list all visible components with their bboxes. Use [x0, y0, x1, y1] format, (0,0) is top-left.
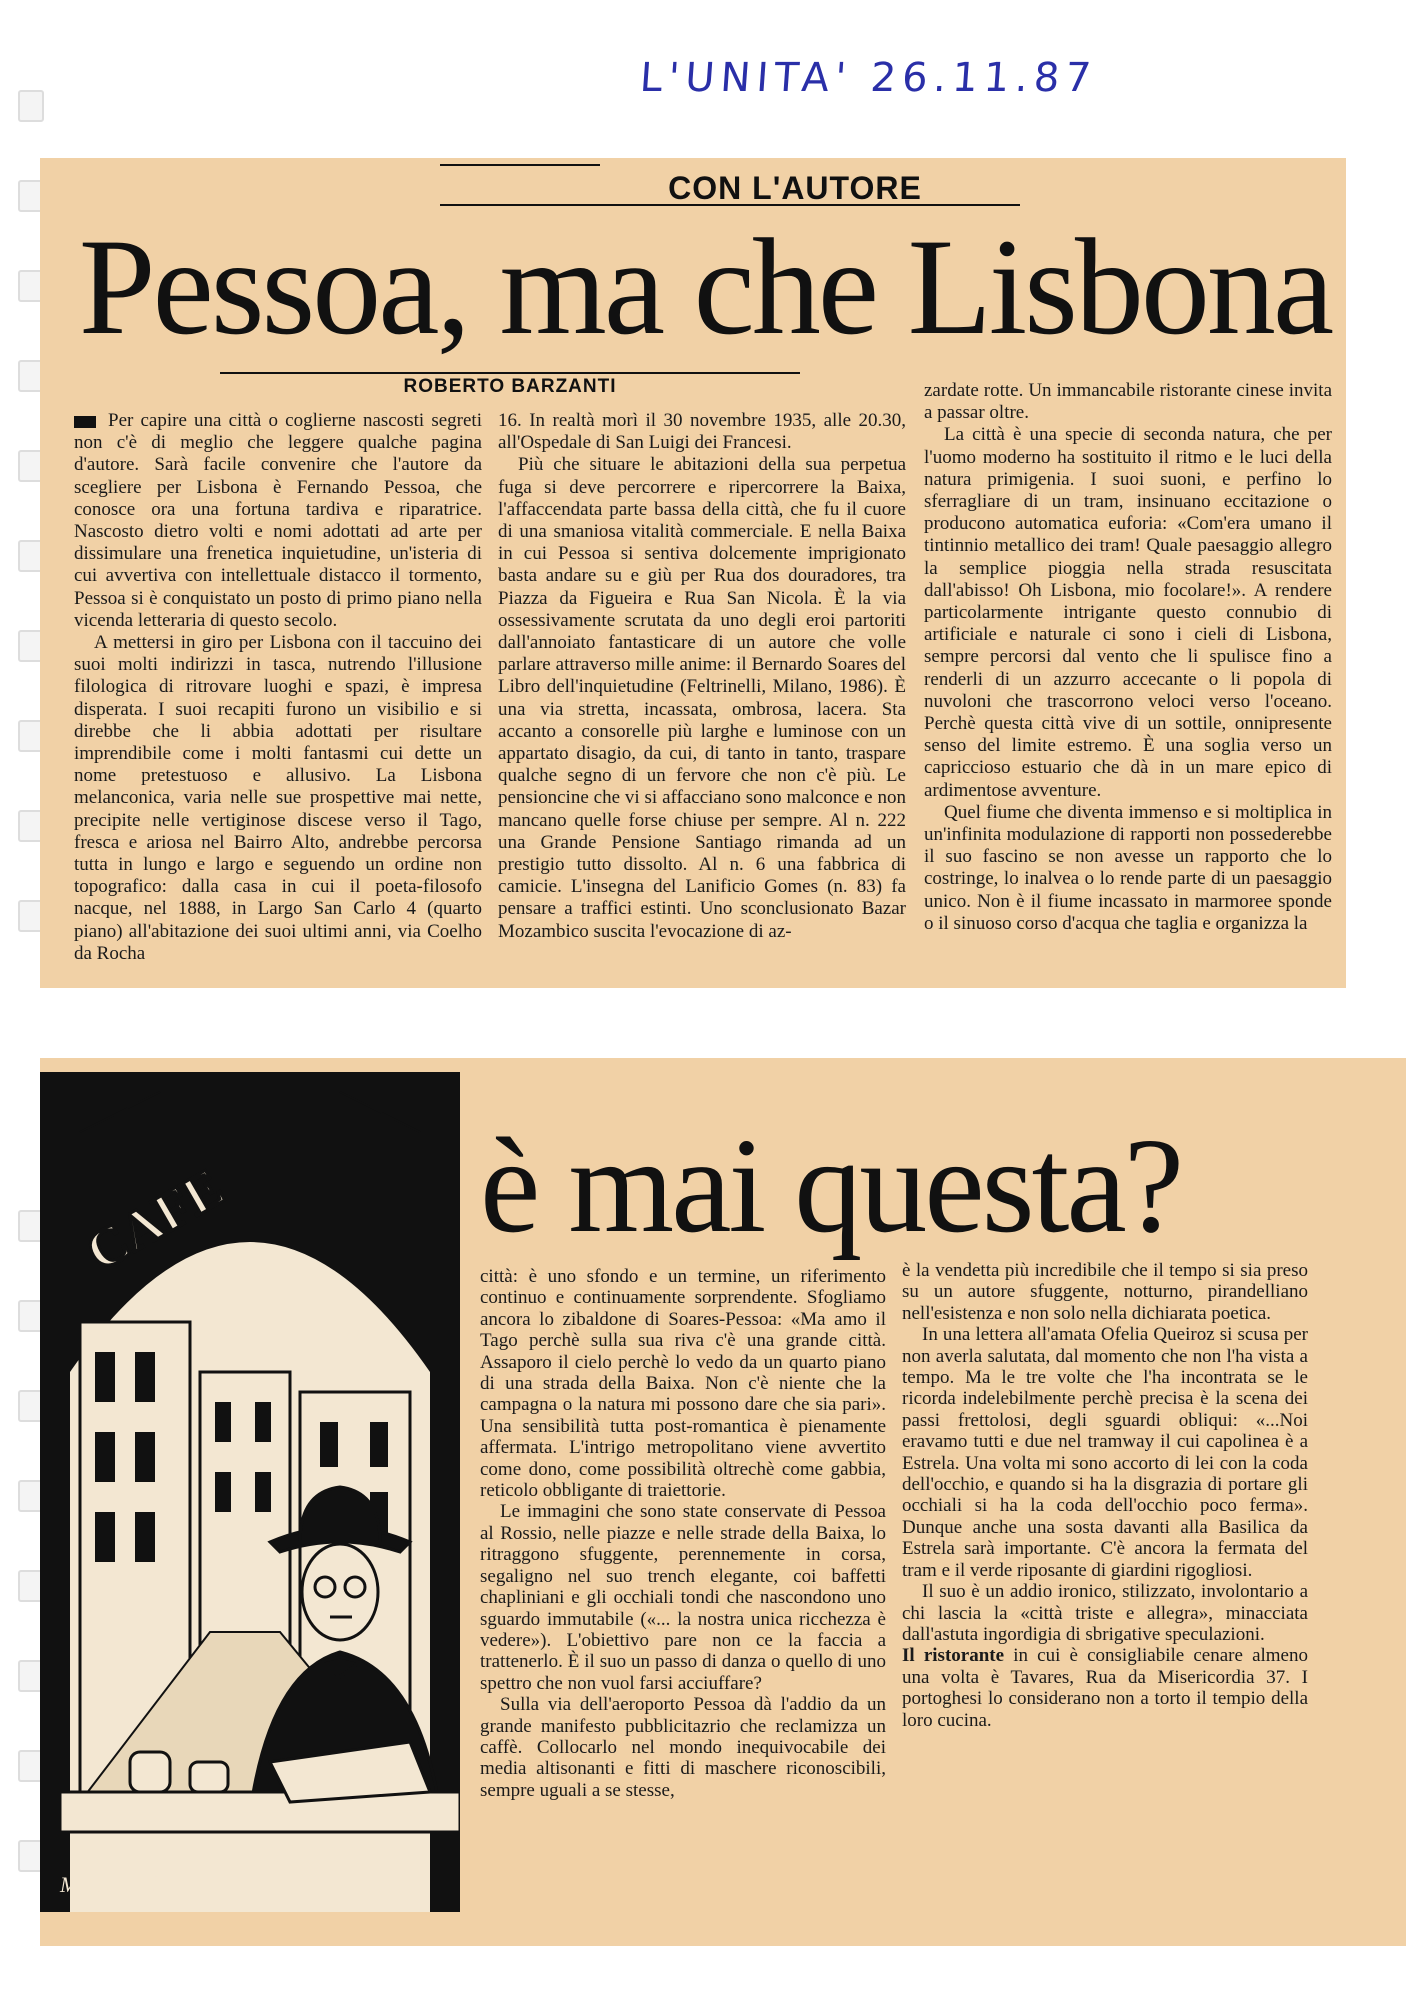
- paragraph: Per capire una città o coglierne nascosti segreti non c'è di meglio che leggere qualche pagina d'autore. Sarà facile convenire che l'autore da scegliere per Lisbona è Fernando Pessoa, che conosce ora una fortuna tardiva e riparatrice. Nascosto dietro volti e nomi adottati ad arte per dissimulare una frenetica inquietudine, un'isteria di cui avvertiva con intellettuale distacco il tormento, Pessoa si è conquistato un posto di primo piano nella vicenda letteraria di questo secolo.: [74, 410, 482, 631]
- paragraph: Sulla via dell'aeroporto Pessoa dà l'addio da un grande manifesto pubblicitazrio che reclamizza un caffè. Collocarlo nel mondo inequivocabile dei media altisonanti e fitti di maschere riconoscibili, sempre uguali a se stesse,: [480, 1694, 886, 1801]
- byline-rule: [220, 372, 800, 374]
- binder-holes: [18, 30, 40, 1930]
- paragraph: Le immagini che sono state conservate di Pessoa al Rossio, nelle piazze e nelle strade della Baixa, lo ritraggono sfuggente, perennemente in corsa, segaligno nel suo trench elegante, coi baffetti chapliniani e gli occhiali tondi che nascondono uno sguardo immutabile («... la nostra unica ricchezza è vedere»). L'obiettivo pare non ce la faccia a trattenerlo. È il suo un passo di danza o quello di uno spettro che non vuol farsi acciuffare?: [480, 1501, 886, 1694]
- restaurant-note-label: Il ristorante: [902, 1645, 1005, 1667]
- pessoa-cafe-illustration: [40, 1072, 460, 1912]
- article-column-5: [902, 1260, 1308, 1731]
- article-column-3: [924, 380, 1332, 935]
- paragraph: città: è uno sfondo e un termine, un riferimento continuo e continuamente sorprendente. Sfogliamo ancora lo zibaldone di Soares-Pessoa: «Ma amo il Tago perchè sulla sua riva c'è una grande città. Assaporo il cielo perchè lo vedo da un quarto piano di una strada della Baixa. Non c'è niente che la campagna o la natura mi possono dare che sia pari». Una sensibilità tutta post-romantica è pienamente affermata. L'intrigo metropolitano viene avvertito come dono, come possibilità oltrechè come gabbia, reticolo obbligante di traiettorie.: [480, 1266, 886, 1502]
- paragraph: zardate rotte. Un immancabile ristorante cinese invita a passar oltre.: [924, 380, 1332, 424]
- clipping-bottom: [40, 1058, 1406, 1946]
- clipping-top: [40, 158, 1346, 988]
- kicker-rule-top: [440, 164, 600, 166]
- handwritten-date-note: L'UNITA' 26.11.87: [638, 55, 1099, 101]
- paragraph: è la vendetta più incredibile che il tempo si sia preso su un autore sfuggente, notturno, pirandelliano nell'esistenza e non solo nella dichiarata poetica.: [902, 1260, 1308, 1324]
- paragraph: Il suo è un addio ironico, stilizzato, involontario a chi lascia la «città triste e allegra», minacciata dall'astuta ingordigia di sbrigative speculazioni.: [902, 1581, 1308, 1645]
- byline: ROBERTO BARZANTI: [403, 376, 617, 397]
- article-column-1: [74, 410, 482, 965]
- paragraph: La città è una specie di seconda natura, che per l'uomo moderno ha sostituito il ritmo e le luci della natura primigenia. I suoi suoni, e perfino lo sferragliare di un tram, insinuano eccitazione o producono automatica euforia: «Com'era umano il tintinnio metallico dei tram! Quale paesaggio allegro la semplice pioggia nella strada resuscitata dall'abisso! Oh Lisbona, mio focolare!». A rendere particolarmente intrigante questo connubio di artificiale e naturale ci sono i cieli di Lisbona, sempre percorsi dal vento che li spulisce fino a renderli di un azzurro accecante o li popola di nuvoloni che trascorrono veloci verso l'oceano. Perchè questa città vive di un sottile, onnipresente senso del limite estremo. È una soglia verso un capriccioso estuario che dà in un mare epico di ardimentose avventure.: [924, 424, 1332, 801]
- article-column-4: [480, 1266, 886, 1801]
- paragraph: Più che situare le abitazioni della sua perpetua fuga si deve percorrere e ripercorrere la Baixa, l'affaccendata parte bassa della città, che fu il cuore di una smaniosa vitalità commerciale. E nella Baixa in cui Pessoa si sentiva dolcemente imprigionato basta andare su e giù per Rua dos douradores, tra Piazza da Figueira e Rua San Nicola. È la via ossessivamente scrutata da uno degli eroi partoriti dall'annoiato fantasticare di un autore che volle parlare attraverso mille anime: il Bernardo Soares del Libro dell'inquietudine (Feltrinelli, Milano, 1986). È una via stretta, incassata, ombrosa, lacera. Sta accanto a consorelle più larghe e luminose con un appartato disagio, da cui, di tanto in tanto, traspare qualche segno di un fervore che non c'è più. Le pensioncine che vi si affacciano sono malconce e non mancano quelle forse chiuse per sempre. Al n. 222 una Grande Pensione Santiago rimanda ad un prestigio tutto dissolto. Al n. 6 una fabbrica di camicie. L'insegna del Lanificio Gomes (n. 83) fa pensare a traffici estinti. Uno sconclusionato Bazar Mozambico suscita l'evocazione di az-: [498, 454, 906, 942]
- restaurant-note: [902, 1645, 1308, 1731]
- paragraph: 16. In realtà morì il 30 novembre 1935, alle 20.30, all'Ospedale di San Luigi dei Francesi.: [498, 410, 906, 454]
- section-kicker: CON L'AUTORE: [668, 170, 922, 206]
- lead-square-icon: [74, 416, 96, 428]
- headline-part-2: è mai questa?: [480, 1111, 1182, 1261]
- paragraph: Quel fiume che diventa immenso e si moltiplica in un'infinita modulazione di rapporti non possederebbe il suo fascino se non avesse un rapporto che lo costringe, lo inalvea o lo rende parte di un paesaggio unico. Non è il fiume incassato in marmoree sponde o il sinuoso corso d'acqua che taglia e organizza la: [924, 801, 1332, 934]
- illustration-signature: Montevendi: [60, 1872, 164, 1897]
- restaurant-note-text: in cui è consigliabile cenare almeno una volta è Tavares, Rua da Misericordia 37. I portoghesi lo considerano non a torto il tempio della loro cucina.: [902, 1645, 1308, 1731]
- cafe-letter: CAFE: [76, 1156, 234, 1283]
- paragraph: In una lettera all'amata Ofelia Queiroz si scusa per non averla salutata, dal momento che non l'ha vista a tempo. Ma le tre volte che l'ha incontrata se le ricorda indelebilmente perchè precisa è la scena dei passi frettolosi, degli sguardi obliqui: «...Noi eravamo tutti e due nel tramway il cui capolinea è a Estrela. Una volta mi sono accorto di lei con la coda dell'occhio, e quando si ha la disgrazia di portare gli occhiali si ha la coda dell'occhio poco ferma». Dunque anche una sosta davanti alla Basilica da Estrela sarà importante. C'è ancora la fermata del tram e il verde riposante di giardini rigogliosi.: [902, 1324, 1308, 1581]
- paragraph: A mettersi in giro per Lisbona con il taccuino dei suoi molti indirizzi in tasca, nutrendo l'illusione filologica di ritrovare luoghi e spazi, è impresa disperata. I suoi recapiti furono un visibilio e si direbbe che li abbia adottati per risultare imprendibile come i molti fantasmi cui dette un nome pretestuoso e allusivo. La Lisbona melanconica, varia nelle sue prospettive mai nette, precipite nelle vertiginose discese verso il Tago, fresca e ariosa nel Bairro Alto, andrebbe percorsa tutta in lungo e largo e seguendo un ordine non topografico: dalla casa in cui il poeta-filosofo nacque, nel 1888, in Largo San Carlo 4 (quarto piano) all'abitazione dei suoi ultimi anni, via Coelho da Rocha: [74, 632, 482, 964]
- headline-part-1: Pessoa, ma che Lisbona: [78, 210, 1332, 363]
- article-column-2: [498, 410, 906, 943]
